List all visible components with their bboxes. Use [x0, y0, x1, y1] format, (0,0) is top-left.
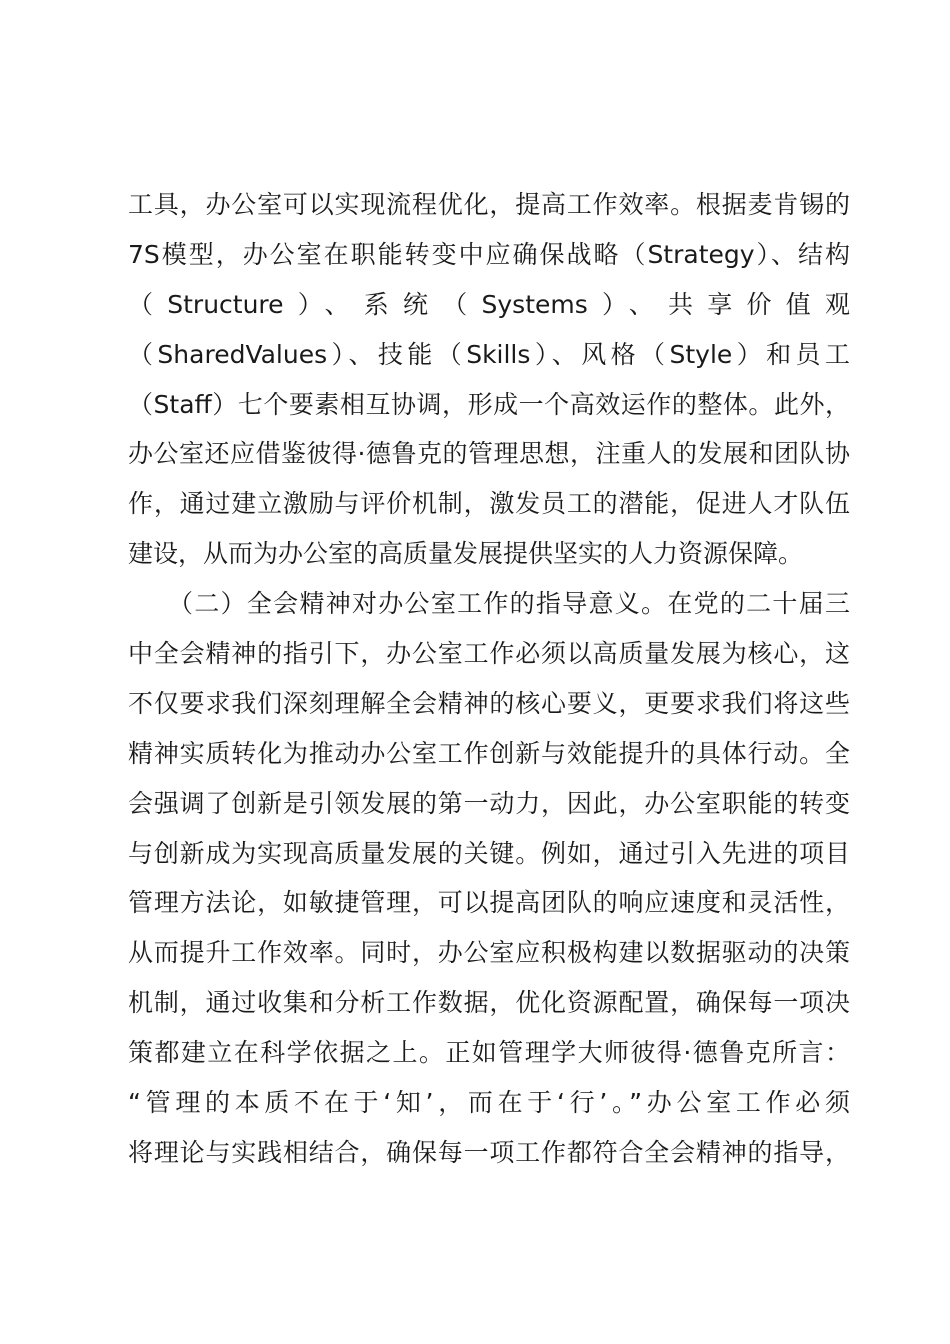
text-line: 不仅要求我们深刻理解全会精神的核心要义，更要求我们将这些 — [128, 688, 850, 718]
text-line: 作，通过建立激励与评价机制，激发员工的潜能，促进人才队伍 — [128, 489, 850, 519]
text-line: 中全会精神的指引下，办公室工作必须以高质量发展为核心，这 — [128, 639, 850, 669]
text-line: 从而提升工作效率。同时，办公室应积极构建以数据驱动的决策 — [128, 938, 850, 968]
text-line: 办公室还应借鉴彼得·德鲁克的管理思想，注重人的发展和团队协 — [128, 439, 850, 469]
text-line: 将理论与实践相结合，确保每一项工作都符合全会精神的指导， — [128, 1137, 850, 1167]
text-line: 与创新成为实现高质量发展的关键。例如，通过引入先进的项目 — [128, 838, 850, 868]
text-line: 建设，从而为办公室的高质量发展提供坚实的人力资源保障。 — [128, 539, 804, 569]
text-line: 管理方法论，如敏捷管理，可以提高团队的响应速度和灵活性， — [128, 888, 850, 918]
text-line: 会强调了创新是引领发展的第一动力，因此，办公室职能的转变 — [128, 788, 850, 818]
text-line: 精神实质转化为推动办公室工作创新与效能提升的具体行动。全 — [128, 738, 850, 768]
text-line: （Structure）、系统（Systems）、共享价值观 — [128, 289, 850, 319]
text-line: “管理的本质不在于‘知’，而在于‘行’。”办公室工作必须 — [128, 1088, 850, 1118]
text-line: 策都建立在科学依据之上。正如管理学大师彼得·德鲁克所言： — [128, 1038, 850, 1068]
text-line: 工具，办公室可以实现流程优化，提高工作效率。根据麦肯锡的 — [128, 190, 850, 219]
text-line: （Staff）七个要素相互协调，形成一个高效运作的整体。此外， — [128, 389, 850, 419]
text-line: 7S模型，办公室在职能转变中应确保战略（Strategy）、结构 — [128, 239, 850, 269]
text-line: 机制，通过收集和分析工作数据，优化资源配置，确保每一项决 — [128, 988, 850, 1018]
body-text — [128, 180, 850, 1178]
text-line: （二）全会精神对办公室工作的指导意义。在党的二十届三 — [128, 589, 850, 619]
text-line: （SharedValues）、技能（Skills）、风格（Style）和员工 — [128, 339, 850, 369]
